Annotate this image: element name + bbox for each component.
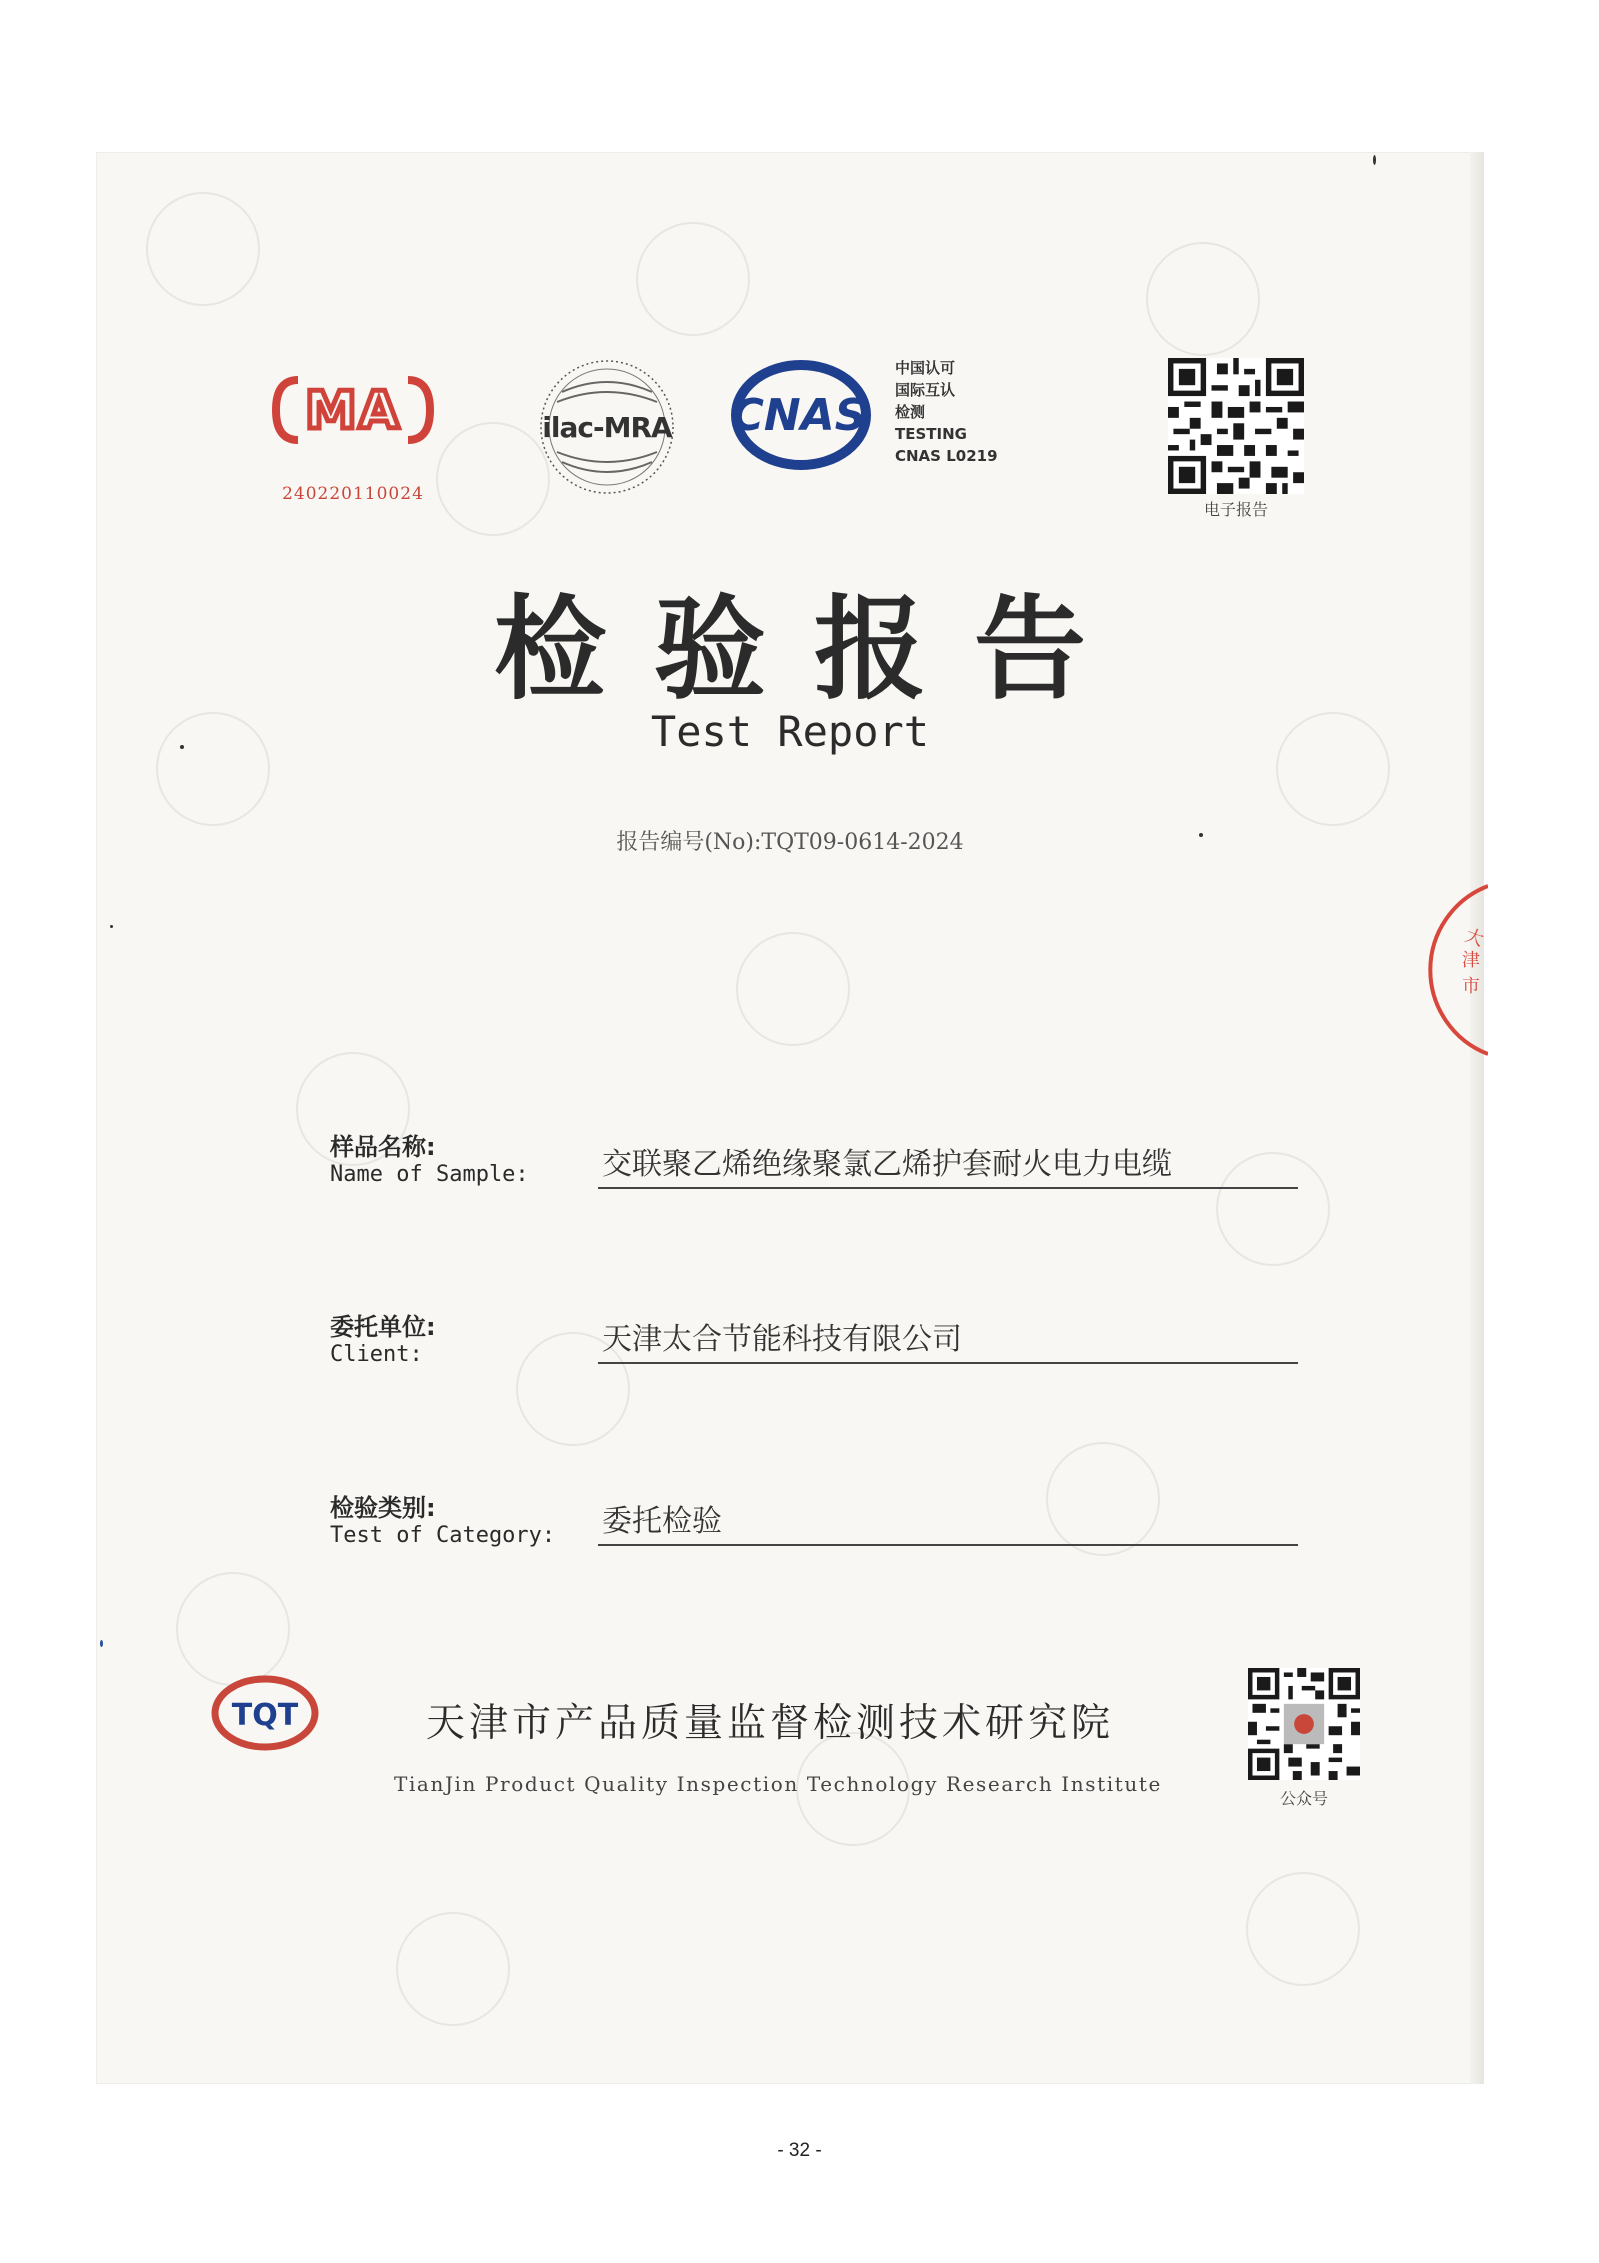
cnas-line: 国际互认: [895, 381, 956, 399]
watermark-logo: [1246, 1872, 1360, 1986]
watermark-logo: [396, 1912, 510, 2026]
field-label-en: Name of Sample:: [330, 1162, 529, 1187]
report-number: 报告编号(No):TQT09-0614-2024: [616, 830, 964, 855]
scan-speck: [1373, 155, 1376, 165]
test-category-value: 委托检验: [598, 1502, 1298, 1546]
svg-text:ilac-MRA: ilac-MRA: [542, 411, 672, 444]
cma-number: 240220110024: [282, 484, 424, 504]
field-label-cn: 委托单位:: [330, 1313, 436, 1341]
field-name-of-sample: [330, 1127, 529, 1187]
page-number: - 32 -: [777, 2140, 822, 2161]
cnas-line: TESTING: [895, 425, 967, 443]
cnas-line: 中国认可: [895, 359, 956, 377]
cnas-accreditation-text: [895, 357, 998, 467]
svg-text:MA: MA: [305, 381, 401, 441]
svg-text:大: 大: [1462, 924, 1487, 951]
svg-text:CNAS: CNAS: [731, 390, 867, 441]
watermark-logo: [636, 222, 750, 336]
report-title-en: Test Report: [650, 707, 930, 756]
field-label-en: Client:: [330, 1342, 423, 1367]
watermark-logo: [736, 932, 850, 1046]
report-title-cn: 检验报告: [494, 585, 1134, 715]
svg-text:津: 津: [1462, 950, 1480, 971]
scan-speck: [100, 1640, 103, 1647]
svg-text:市: 市: [1462, 976, 1480, 997]
watermark-logo: [146, 192, 260, 306]
qr-official-account-caption: 公众号: [1279, 1789, 1328, 1808]
cnas-line: 检测: [895, 403, 926, 421]
tqt-logo-icon: [210, 1673, 320, 1753]
svg-text:TQT: TQT: [231, 1698, 299, 1733]
institute-name-cn: 天津市产品质量监督检测技术研究院: [426, 1701, 1115, 1746]
watermark-logo: [176, 1572, 290, 1686]
cma-logo-icon: [268, 370, 438, 450]
institute-name-en: TianJin Product Quality Inspection Technology Research Institute: [394, 1772, 1162, 1796]
seal-stamp-icon: [1418, 880, 1488, 1060]
scan-edge: [1470, 152, 1484, 2084]
qr-code-icon[interactable]: [1168, 358, 1304, 494]
sample-name-value: 交联聚乙烯绝缘聚氯乙烯护套耐火电力电缆: [598, 1145, 1298, 1189]
field-label-cn: 样品名称:: [330, 1133, 436, 1161]
scan-speck: [110, 925, 113, 928]
ilac-mra-logo-icon: [532, 352, 682, 502]
qr-code-icon[interactable]: [1248, 1668, 1360, 1780]
client-value: 天津太合节能科技有限公司: [598, 1320, 1298, 1364]
field-client: [330, 1307, 436, 1367]
field-label-en: Test of Category:: [330, 1523, 556, 1548]
qr-report-caption: 电子报告: [1203, 500, 1268, 519]
watermark-logo: [1146, 242, 1260, 356]
field-label-cn: 检验类别:: [330, 1494, 436, 1522]
field-test-category: [330, 1488, 555, 1548]
cnas-line: CNAS L0219: [895, 447, 998, 465]
cnas-logo-icon: [726, 360, 876, 470]
